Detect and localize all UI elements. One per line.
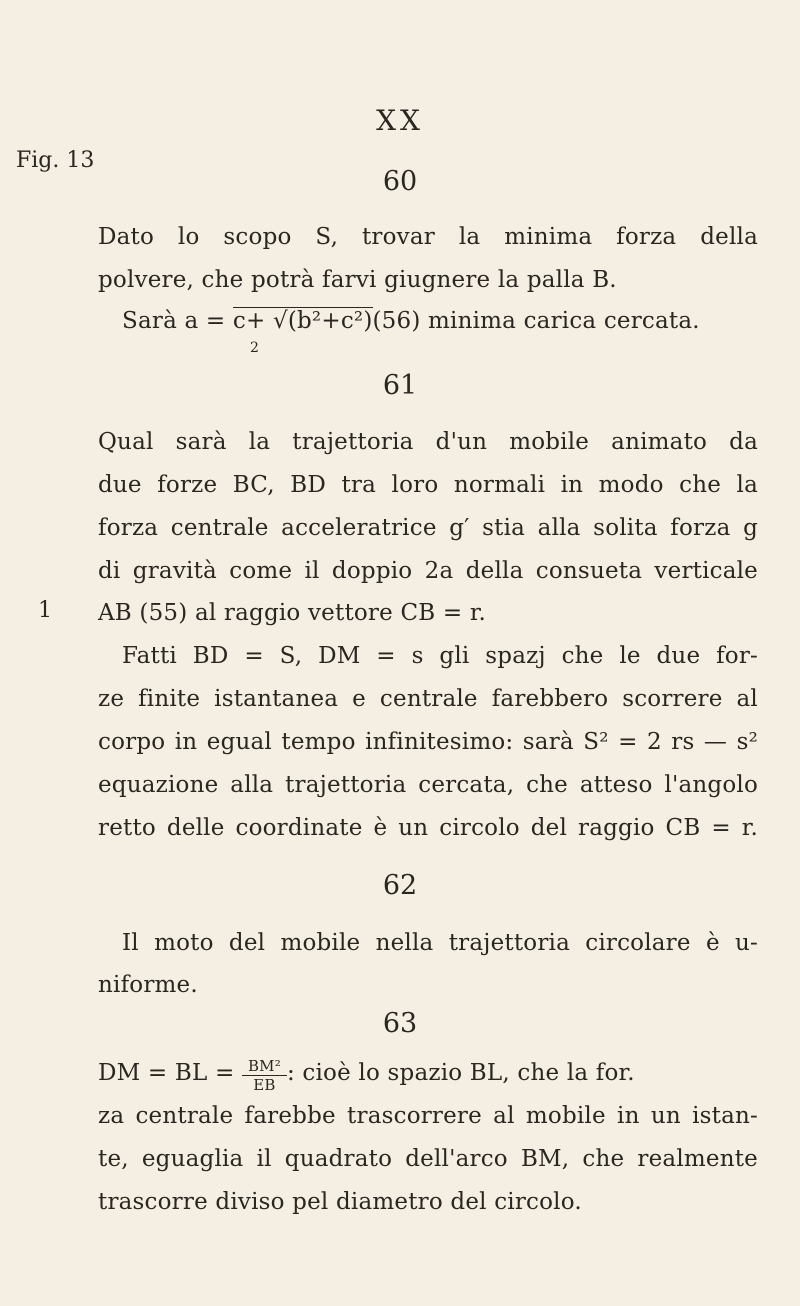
s61-line-7: ze finite istantanea e centrale farebbero scorrere al (98, 686, 758, 712)
section-number-60: 60 (382, 166, 418, 197)
section-number-61: 61 (382, 370, 418, 401)
s60-formula (122, 306, 758, 336)
s61-line-4: di gravità come il doppio 2a della consueta verticale (98, 558, 758, 584)
s63-formula (98, 1057, 758, 1094)
s61-line-6: Fatti BD = S, DM = s gli spazj che le due for- (122, 643, 758, 669)
s63-line-3: trascorre diviso pel diametro del circolo. (98, 1189, 582, 1215)
s61-line-8: corpo in egual tempo infinitesimo: sarà S² = 2 rs — s² (98, 729, 758, 755)
s60-line-2: polvere, che potrà farvi giugnere la palla B. (98, 267, 617, 293)
s63-formula-lead: DM = BL = (98, 1060, 242, 1086)
s63-line-1: za centrale farebbe trascorrere al mobile in un istan- (98, 1103, 758, 1129)
s61-line-9: equazione alla trajettoria cercata, che atteso l'angolo (98, 772, 758, 798)
section-number-63: 63 (382, 1008, 418, 1039)
s60-formula-denominator: 2 (250, 340, 259, 356)
s63-fraction-denominator: EB (242, 1075, 287, 1094)
s61-line-5: AB (55) al raggio vettore CB = r. (98, 600, 487, 626)
figure-reference: Fig. 13 (16, 148, 95, 173)
s60-formula-ref: (56) (372, 308, 421, 334)
s61-line-3: forza centrale acceleratrice g′ stia alla solita forza g (98, 515, 758, 541)
s63-formula-tail: : cioè lo spazio BL, che la for. (286, 1060, 635, 1086)
s61-line-2: due forze BC, BD tra loro normali in modo che la (98, 472, 758, 498)
s61-margin-note: 1 (38, 598, 52, 623)
s62-line-1: Il moto del mobile nella trajettoria circolare è u- (122, 930, 758, 956)
s61-line-10: retto delle coordinate è un circolo del raggio CB = r. (98, 815, 758, 841)
s60-line-1: Dato lo scopo S, trovar la minima forza della (98, 224, 758, 250)
s63-fraction-numerator: BM² (247, 1057, 281, 1075)
s60-formula-lead: Sarà a = (122, 308, 233, 334)
s63-line-2: te, eguaglia il quadrato dell'arco BM, che realmente (98, 1146, 758, 1172)
section-number-62: 62 (382, 870, 418, 901)
s63-fraction (242, 1057, 287, 1094)
s61-line-1: Qual sarà la trajettoria d'un mobile animato da (98, 429, 758, 455)
page-header: XX (376, 104, 424, 137)
s60-formula-tail: minima carica cercata. (420, 308, 700, 334)
s62-line-2: niforme. (98, 972, 198, 998)
s60-formula-numerator: c+ √(b²+c²) (232, 308, 373, 334)
